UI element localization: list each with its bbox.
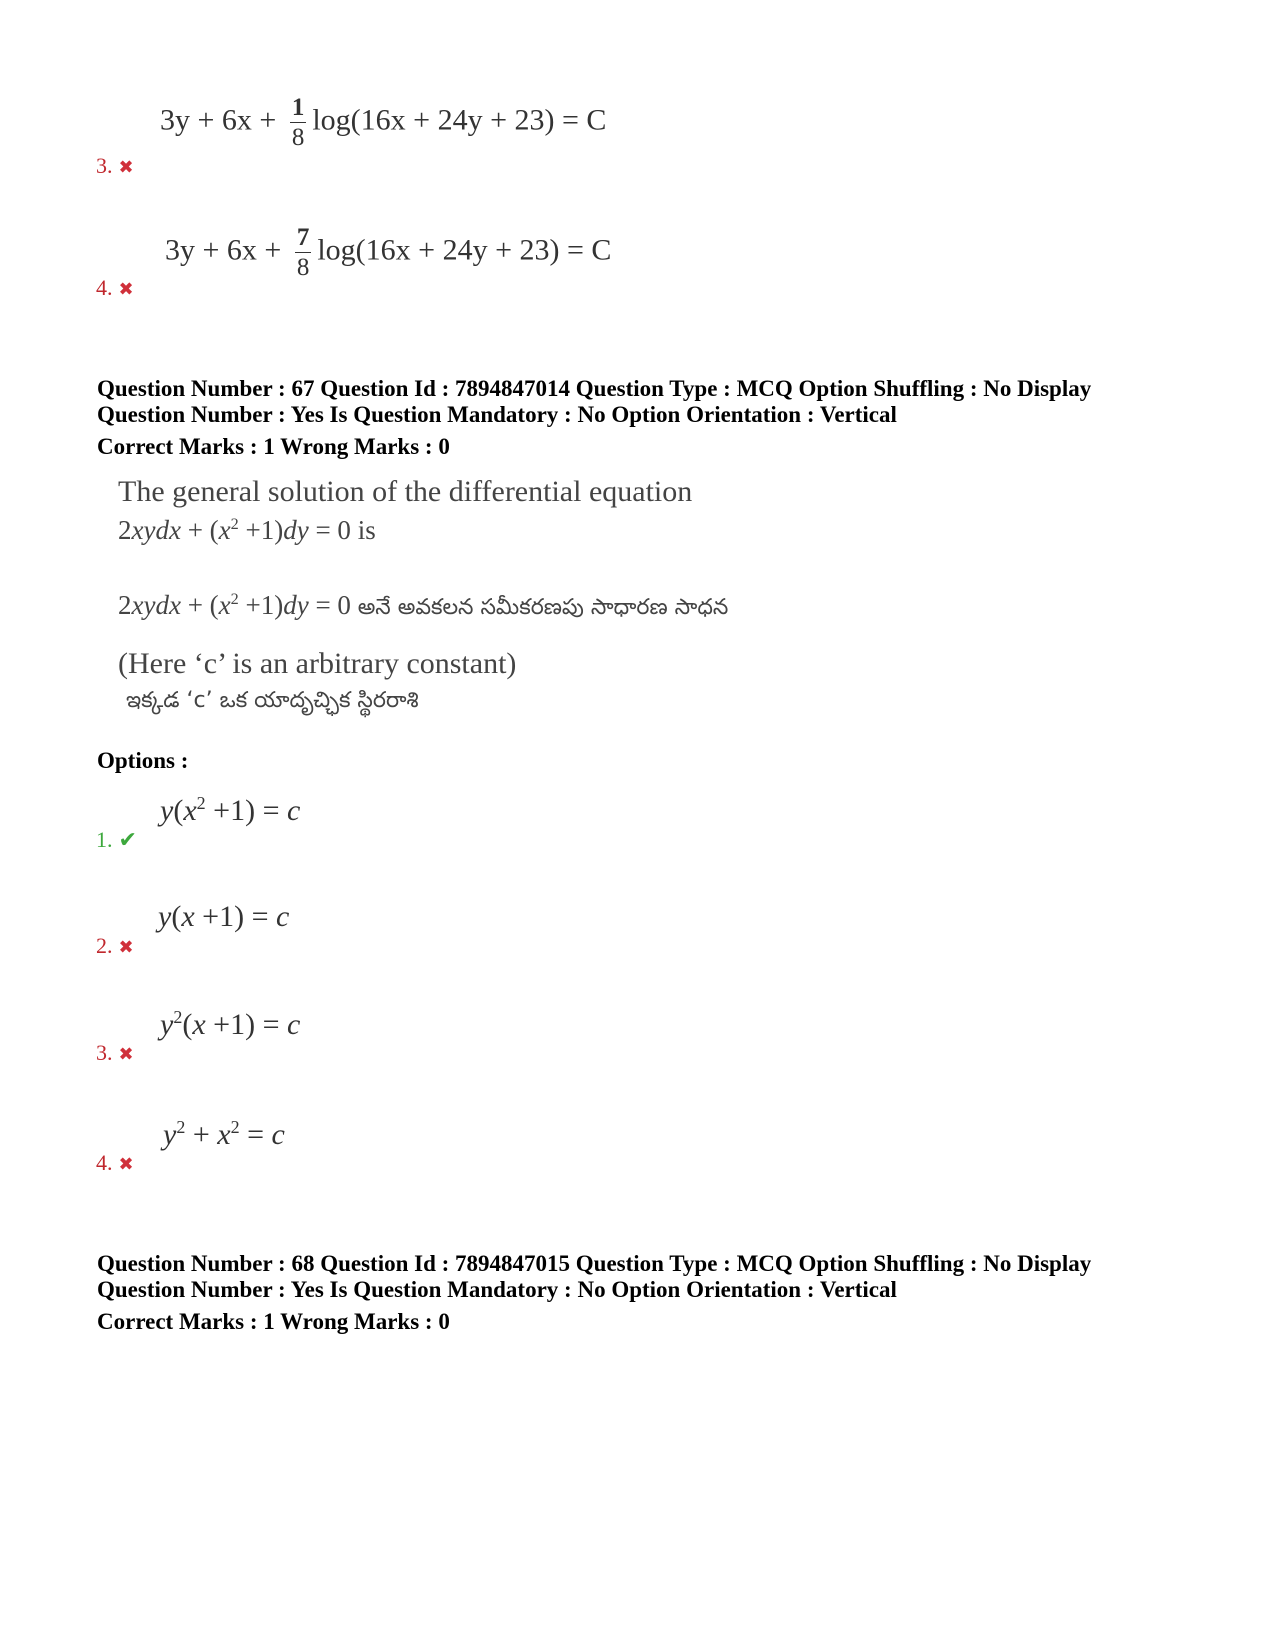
q67-option-4	[96, 1150, 134, 1176]
wrong-icon: ✖	[118, 157, 134, 178]
option-number: 1.	[96, 827, 113, 852]
q68-meta-line3: Correct Marks : 1 Wrong Marks : 0	[97, 1309, 450, 1334]
prev-option-3	[96, 153, 134, 179]
wrong-icon: ✖	[118, 279, 134, 300]
q67-option-4-formula: $y^2 + x^2 = c$	[163, 1117, 285, 1151]
q67-question-text-en: The general solution of the differential equation	[118, 475, 693, 508]
q67-option-2	[96, 933, 134, 959]
q67-note-te: ఇక్కడ ‘c’ ఒక యాదృచ్ఛిక స్థిరరాశి	[126, 688, 419, 713]
wrong-icon: ✖	[118, 1154, 134, 1175]
q67-option-1	[96, 827, 137, 853]
correct-check-icon: ✔	[118, 828, 137, 853]
prev-option-4	[96, 275, 134, 301]
q68-meta-line1: Question Number : 68 Question Id : 7894847015 Question Type : MCQ Option Shuffling : No Display	[97, 1251, 1092, 1276]
prev-option-4-formula: 3y + 6x + $\frac{7}{8}$ log(16x + 24y + 23) = C	[165, 224, 612, 281]
q67-meta-line1: Question Number : 67 Question Id : 7894847014 Question Type : MCQ Option Shuffling : No Display	[97, 376, 1092, 401]
q68-meta-line2: Question Number : Yes Is Question Mandatory : No Option Orientation : Vertical	[97, 1277, 897, 1302]
options-label: Options :	[97, 748, 189, 773]
q67-meta-line2: Question Number : Yes Is Question Mandatory : No Option Orientation : Vertical	[97, 402, 897, 427]
q67-option-3	[96, 1040, 134, 1066]
q67-meta-line3: Correct Marks : 1 Wrong Marks : 0	[97, 434, 450, 459]
option-number: 3.	[96, 1040, 113, 1065]
option-number: 2.	[96, 933, 113, 958]
option-number: 4.	[96, 275, 113, 300]
q67-equation-telugu: 2xydx + $(x^2 +1)dy = 0$ అనే అవకలన సమీకరణపు సాధారణ సాధన	[118, 590, 729, 620]
q67-equation: 2xydx + $(x^2 +1)dy = 0$ is	[118, 515, 376, 545]
q67-option-2-formula: y(x +1) = c	[158, 900, 290, 933]
prev-option-3-formula: 3y + 6x + $\frac{1}{8}$ log(16x + 24y + 23) = C	[160, 94, 607, 151]
wrong-icon: ✖	[118, 937, 134, 958]
option-number: 3.	[96, 153, 113, 178]
option-number: 4.	[96, 1150, 113, 1175]
q67-option-3-formula: $y^2(x +1) = c$	[160, 1007, 301, 1041]
q67-option-1-formula: $y(x^2 +1) = c$	[160, 793, 301, 827]
q67-note-en: (Here ‘c’ is an arbitrary constant)	[118, 647, 517, 680]
wrong-icon: ✖	[118, 1044, 134, 1065]
